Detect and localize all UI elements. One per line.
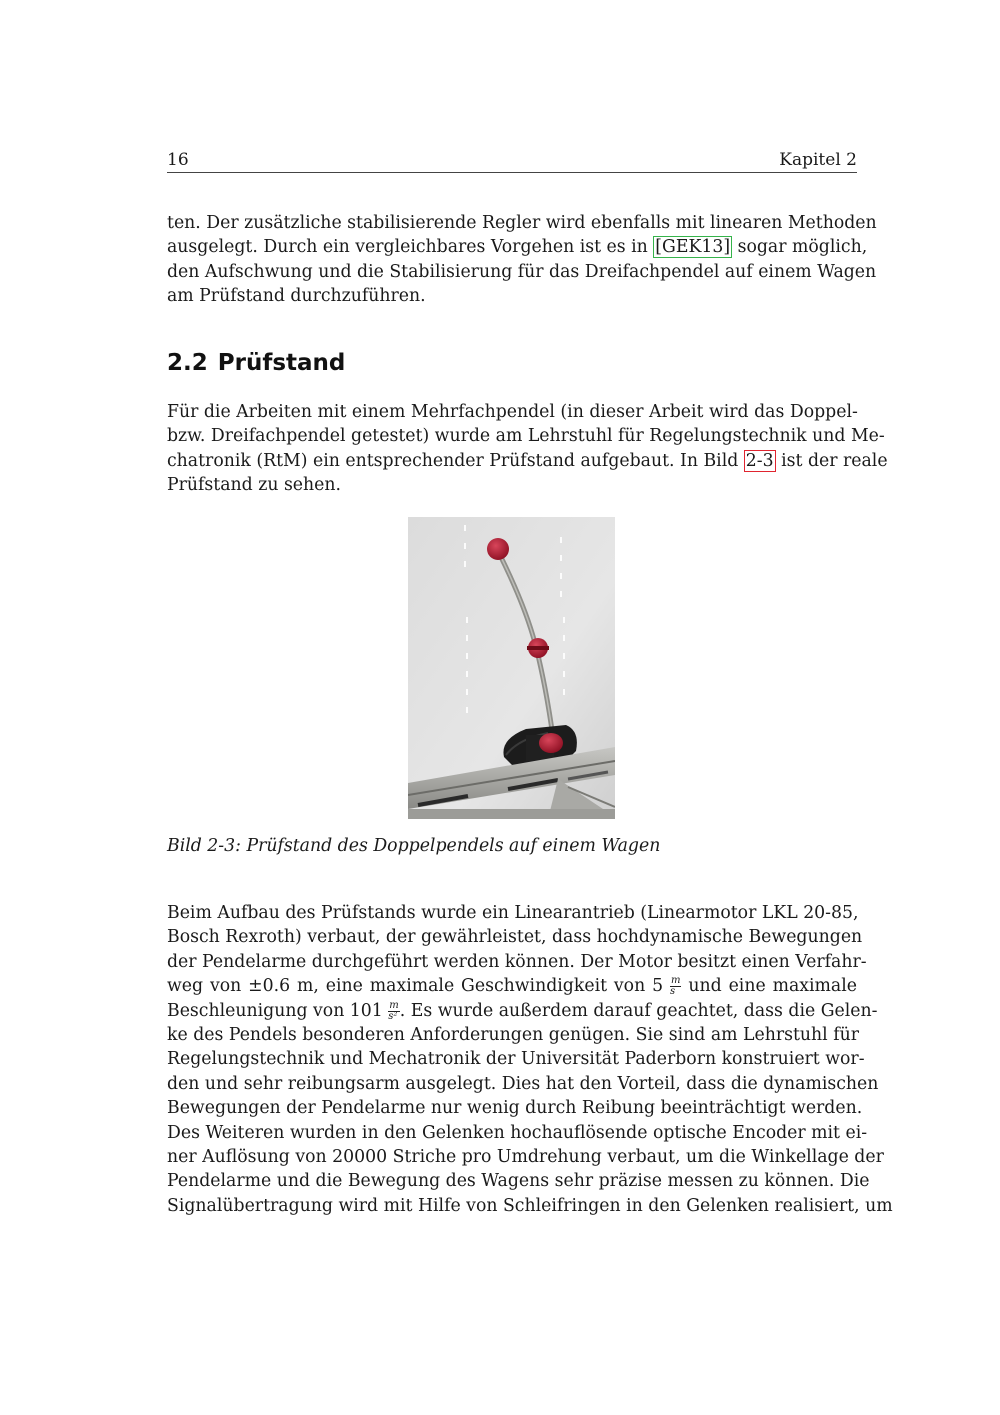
fraction-numerator: m [389, 999, 399, 1011]
text-line [167, 449, 888, 473]
text-line: Regelungstechnik und Mechatronik der Universität Paderborn konstruiert wor- [167, 1049, 865, 1070]
section-title: Prüfstand [217, 350, 346, 376]
text-line: Pendelarme und die Bewegung des Wagens sehr präzise messen zu können. Die [167, 1171, 870, 1192]
text-line: ten. Der zusätzliche stabilisierende Regler wird ebenfalls mit linearen Methoden [167, 213, 877, 233]
figure-reference-link[interactable]: 2-3 [745, 450, 774, 471]
section-heading [167, 350, 345, 376]
text-fragment: chatronik (RtM) ein entsprechender Prüfstand aufgebaut. In Bild [167, 450, 744, 471]
chapter-title: Kapitel 2 [779, 150, 857, 170]
section-number: 2.2 [167, 350, 208, 376]
body-paragraph-1 [167, 400, 888, 498]
text-line [167, 974, 857, 998]
caption-text: : Prüfstand des Doppelpendels auf einem Wagen [235, 836, 661, 856]
text-fragment: ist der reale [775, 450, 888, 471]
body-paragraph-2 [167, 901, 893, 1218]
text-line: Bosch Rexroth) verbaut, der gewährleistet, dass hochdynamische Bewegungen [167, 927, 863, 948]
text-line: ner Auflösung von 20000 Striche pro Umdrehung verbaut, um die Winkellage der [167, 1147, 884, 1168]
text-line: den Aufschwung und die Stabilisierung für das Dreifachpendel auf einem Wagen [167, 261, 877, 282]
unit-fraction [670, 976, 681, 997]
intro-paragraph [167, 211, 877, 309]
text-line: ke des Pendels besonderen Anforderungen genügen. Sie sind am Lehrstuhl für [167, 1025, 859, 1046]
fraction-denominator: s² [388, 1010, 398, 1022]
text-line [167, 235, 868, 259]
text-fragment: sogar möglich, [732, 237, 868, 258]
pendulum-image [408, 517, 615, 819]
text-line: Signalübertragung wird mit Hilfe von Schleifringen in den Gelenken realisiert, um [167, 1195, 893, 1216]
text-line: Für die Arbeiten mit einem Mehrfachpendel (in dieser Arbeit wird das Doppel- [167, 402, 858, 422]
text-line: den und sehr reibungsarm ausgelegt. Dies hat den Vorteil, dass die dynamischen [167, 1073, 879, 1094]
text-line: bzw. Dreifachpendel getestet) wurde am Lehrstuhl für Regelungstechnik und Me- [167, 426, 885, 447]
fraction-denominator: s [670, 986, 676, 998]
text-fragment: ausgelegt. Durch ein vergleichbares Vorgehen ist es in [167, 237, 654, 258]
unit-fraction [388, 1001, 399, 1022]
text-line: am Prüfstand durchzuführen. [167, 286, 426, 307]
citation-link[interactable]: [GEK13] [655, 237, 731, 258]
running-header [167, 148, 857, 173]
text-fragment: Beschleunigung von 101 [167, 1000, 383, 1021]
text-fragment: . Es wurde außerdem darauf geachtet, dass die Gelen- [399, 1000, 878, 1021]
text-line [167, 999, 878, 1023]
text-line: der Pendelarme durchgeführt werden können. Der Motor besitzt einen Verfahr- [167, 951, 867, 972]
figure-caption [167, 836, 660, 856]
text-fragment: und eine maximale [688, 976, 857, 997]
test-rig-photo [408, 517, 615, 819]
page-number: 16 [167, 150, 189, 170]
text-line: Des Weiteren wurden in den Gelenken hochauflösende optische Encoder mit ei- [167, 1122, 868, 1143]
text-line: Prüfstand zu sehen. [167, 475, 342, 496]
text-line: Beim Aufbau des Prüfstands wurde ein Linearantrieb (Linearmotor LKL 20-85, [167, 903, 859, 923]
text-line: Bewegungen der Pendelarme nur wenig durch Reibung beeinträchtigt werden. [167, 1098, 863, 1119]
text-fragment: weg von ±0.6 m, eine maximale Geschwindigkeit von 5 [167, 976, 664, 997]
figure-label: Bild 2-3 [167, 836, 236, 856]
fraction-numerator: m [671, 975, 681, 987]
